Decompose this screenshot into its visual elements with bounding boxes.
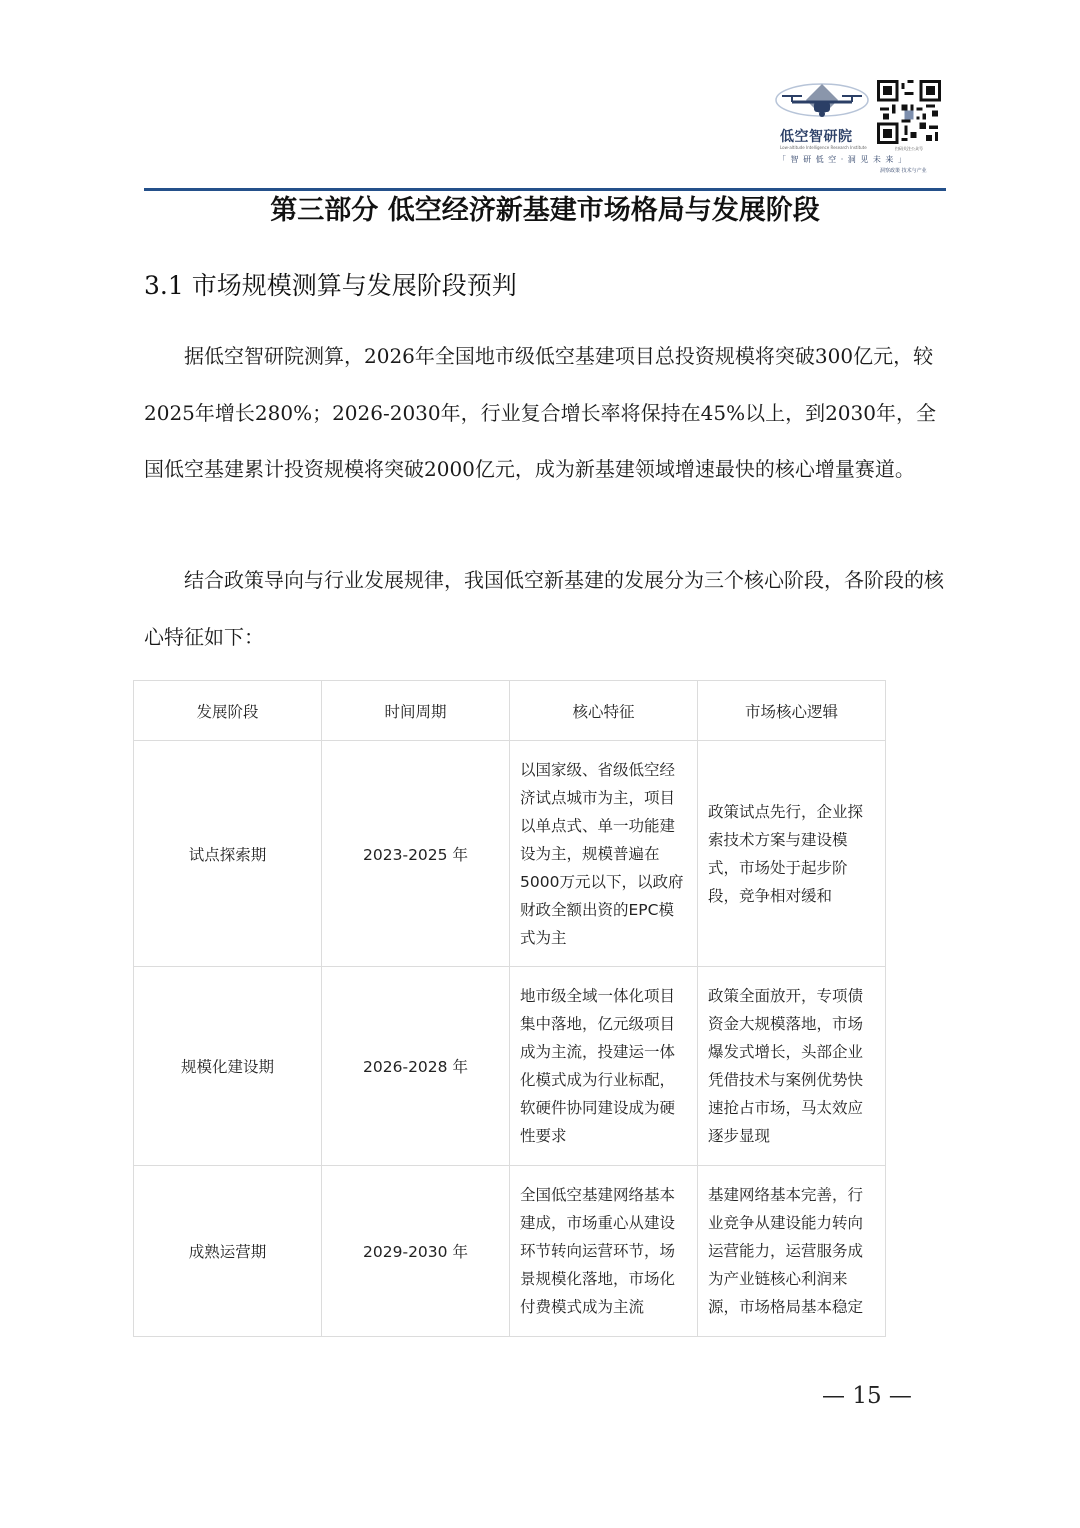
table-row <box>134 741 886 967</box>
logo-subtitle: Low-altitude Intelligence Research Institute <box>780 145 867 150</box>
table-row <box>134 967 886 1166</box>
cell-feature: 地市级全域一体化项目集中落地，亿元级项目成为主流，投建运一体化模式成为行业标配，软硬件协同建设成为硬性要求 <box>510 967 698 1166</box>
table-row <box>134 1166 886 1337</box>
development-stages-table <box>133 680 886 1337</box>
cell-logic: 政策试点先行，企业探索技术方案与建设模式，市场处于起步阶段，竞争相对缓和 <box>698 741 886 967</box>
cell-period: 2023-2025 年 <box>322 741 510 967</box>
part-title: 第三部分 低空经济新基建市场格局与发展阶段 <box>270 195 820 226</box>
paragraph-stages-intro: 结合政策导向与行业发展规律，我国低空新基建的发展分为三个核心阶段，各阶段的核心特征如下： <box>144 568 944 649</box>
page-number: — 15 — <box>822 1383 912 1409</box>
slogan: 「 智 研 低 空 · 洞 见 未 来 」 <box>778 155 907 164</box>
table-header-row <box>134 681 886 741</box>
cell-stage: 成熟运营期 <box>134 1166 322 1337</box>
qr-code-icon <box>877 80 941 144</box>
qr-caption: 扫码关注公众号 <box>895 146 923 151</box>
cell-period: 2029-2030 年 <box>322 1166 510 1337</box>
cell-logic: 基建网络基本完善，行业竞争从建设能力转向运营能力，运营服务成为产业链核心利润来源，市场格局基本稳定 <box>698 1166 886 1337</box>
section-title: 3.1 市场规模测算与发展阶段预判 <box>144 271 517 300</box>
paragraph-market-size: 据低空智研院测算，2026年全国地市级低空基建项目总投资规模将突破300亿元，较2025年增长280%；2026-2030年，行业复合增长率将保持在45%以上，到2030年，全国低空基建累计投资规模将突破2000亿元，成为新基建领域增速最快的核心增量赛道。 <box>144 344 936 481</box>
logo-name: 低空智研院 <box>780 129 853 145</box>
cell-logic: 政策全面放开，专项债资金大规模落地，市场爆发式增长，头部企业凭借技术与案例优势快速抢占市场，马太效应逐步显现 <box>698 967 886 1166</box>
header-logic: 市场核心逻辑 <box>698 681 886 741</box>
header-stage: 发展阶段 <box>134 681 322 741</box>
header-feature: 核心特征 <box>510 681 698 741</box>
cell-stage: 试点探索期 <box>134 741 322 967</box>
cell-feature: 全国低空基建网络基本建成，市场重心从建设环节转向运营环节，场景规模化落地，市场化付费模式成为主流 <box>510 1166 698 1337</box>
cell-period: 2026-2028 年 <box>322 967 510 1166</box>
cell-feature: 以国家级、省级低空经济试点城市为主，项目以单点式、单一功能建设为主，规模普遍在5000万元以下，以政府财政全额出资的EPC模式为主 <box>510 741 698 967</box>
header-rule <box>144 188 946 191</box>
header-period: 时间周期 <box>322 681 510 741</box>
cell-stage: 规模化建设期 <box>134 967 322 1166</box>
slogan-subtitle: 洞察政策 技术与产业 <box>880 168 927 174</box>
